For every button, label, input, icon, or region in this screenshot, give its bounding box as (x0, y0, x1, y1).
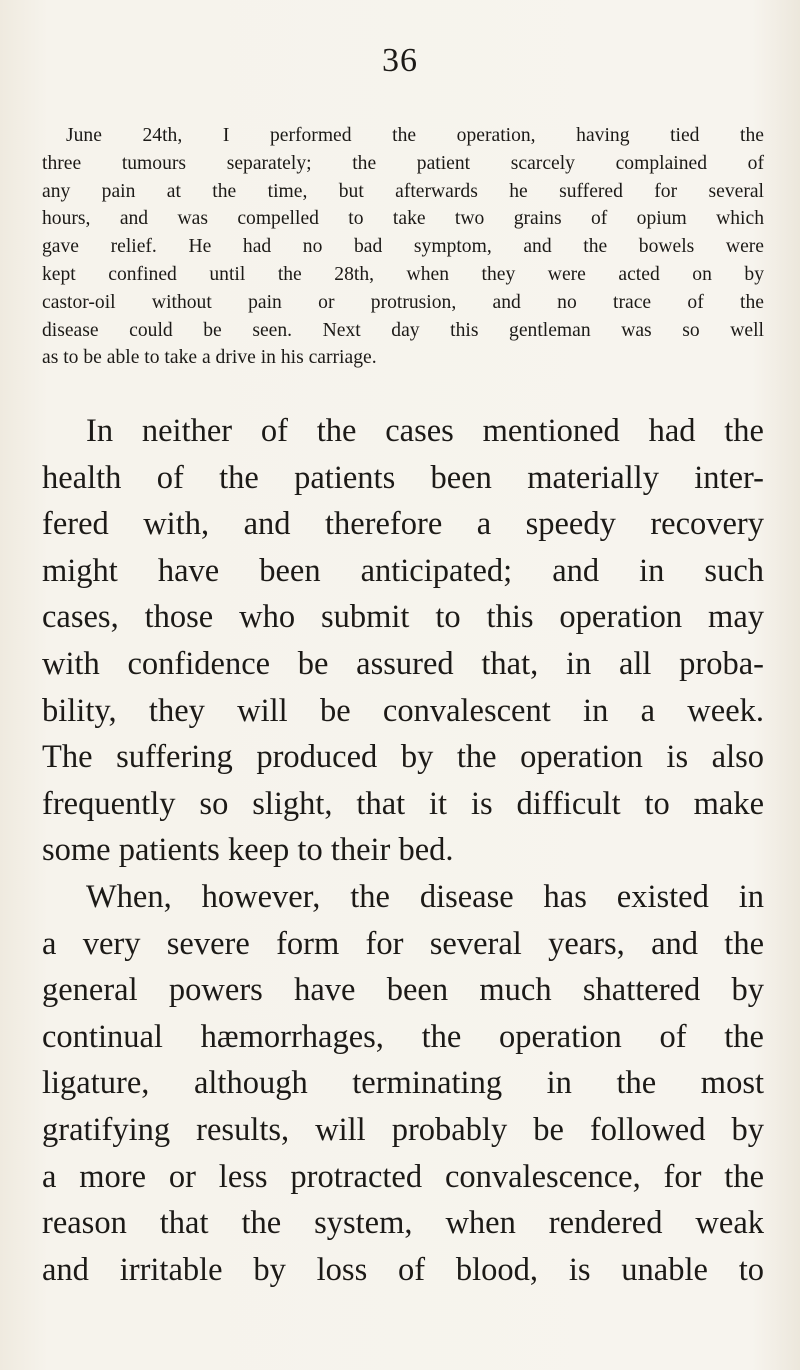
text-line: general powers have been much shattered by (42, 972, 764, 1009)
text-line: The suffering produced by the operation is also (42, 739, 764, 776)
text-line: three tumours separately; the patient scarcely complained of (42, 152, 764, 174)
text-line: ligature, although terminating in the most (42, 1065, 764, 1102)
text-line: a very severe form for several years, and the (42, 925, 764, 962)
page-number: 36 (382, 42, 418, 79)
text-line: fered with, and therefore a speedy recovery (42, 506, 764, 543)
text-line: bility, they will be convalescent in a week. (42, 692, 764, 729)
text-line: cases, those who submit to this operation may (42, 599, 764, 636)
text-line: reason that the system, when rendered weak (42, 1205, 764, 1242)
text-line: health of the patients been materially inter- (42, 459, 764, 496)
text-line: gave relief. He had no bad symptom, and the bowels were (42, 236, 764, 258)
main-text (42, 408, 764, 1293)
text-line: kept confined until the 28th, when they were acted on by (42, 263, 764, 285)
text-line: castor-oil without pain or protrusion, and no trace of the (42, 291, 764, 313)
text-line: When, however, the disease has existed in (86, 878, 764, 915)
text-line: gratifying results, will probably be followed by (42, 1111, 764, 1148)
case-report-paragraph (42, 122, 764, 372)
text-line: hours, and was compelled to take two grains of opium which (42, 208, 764, 230)
text-line: any pain at the time, but afterwards he suffered for several (42, 180, 764, 202)
text-line: continual hæmorrhages, the operation of the (42, 1018, 764, 1055)
text-line: might have been anticipated; and in such (42, 552, 764, 589)
text-line: June 24th, I performed the operation, having tied the (66, 125, 764, 146)
text-line: with confidence be assured that, in all proba- (42, 645, 764, 682)
text-line: disease could be seen. Next day this gentleman was so well (42, 319, 764, 341)
text-line: and irritable by loss of blood, is unable to (42, 1251, 764, 1288)
text-line: as to be able to take a drive in his carriage. (42, 347, 377, 369)
paragraph-severe-cases (42, 874, 764, 1293)
text-line: some patients keep to their bed. (42, 832, 454, 869)
text-line: frequently so slight, that it is difficult to make (42, 785, 764, 822)
paragraph-convalescence (42, 408, 764, 874)
text-line: In neither of the cases mentioned had the (86, 413, 764, 449)
text-line: a more or less protracted convalescence, for the (42, 1158, 764, 1195)
